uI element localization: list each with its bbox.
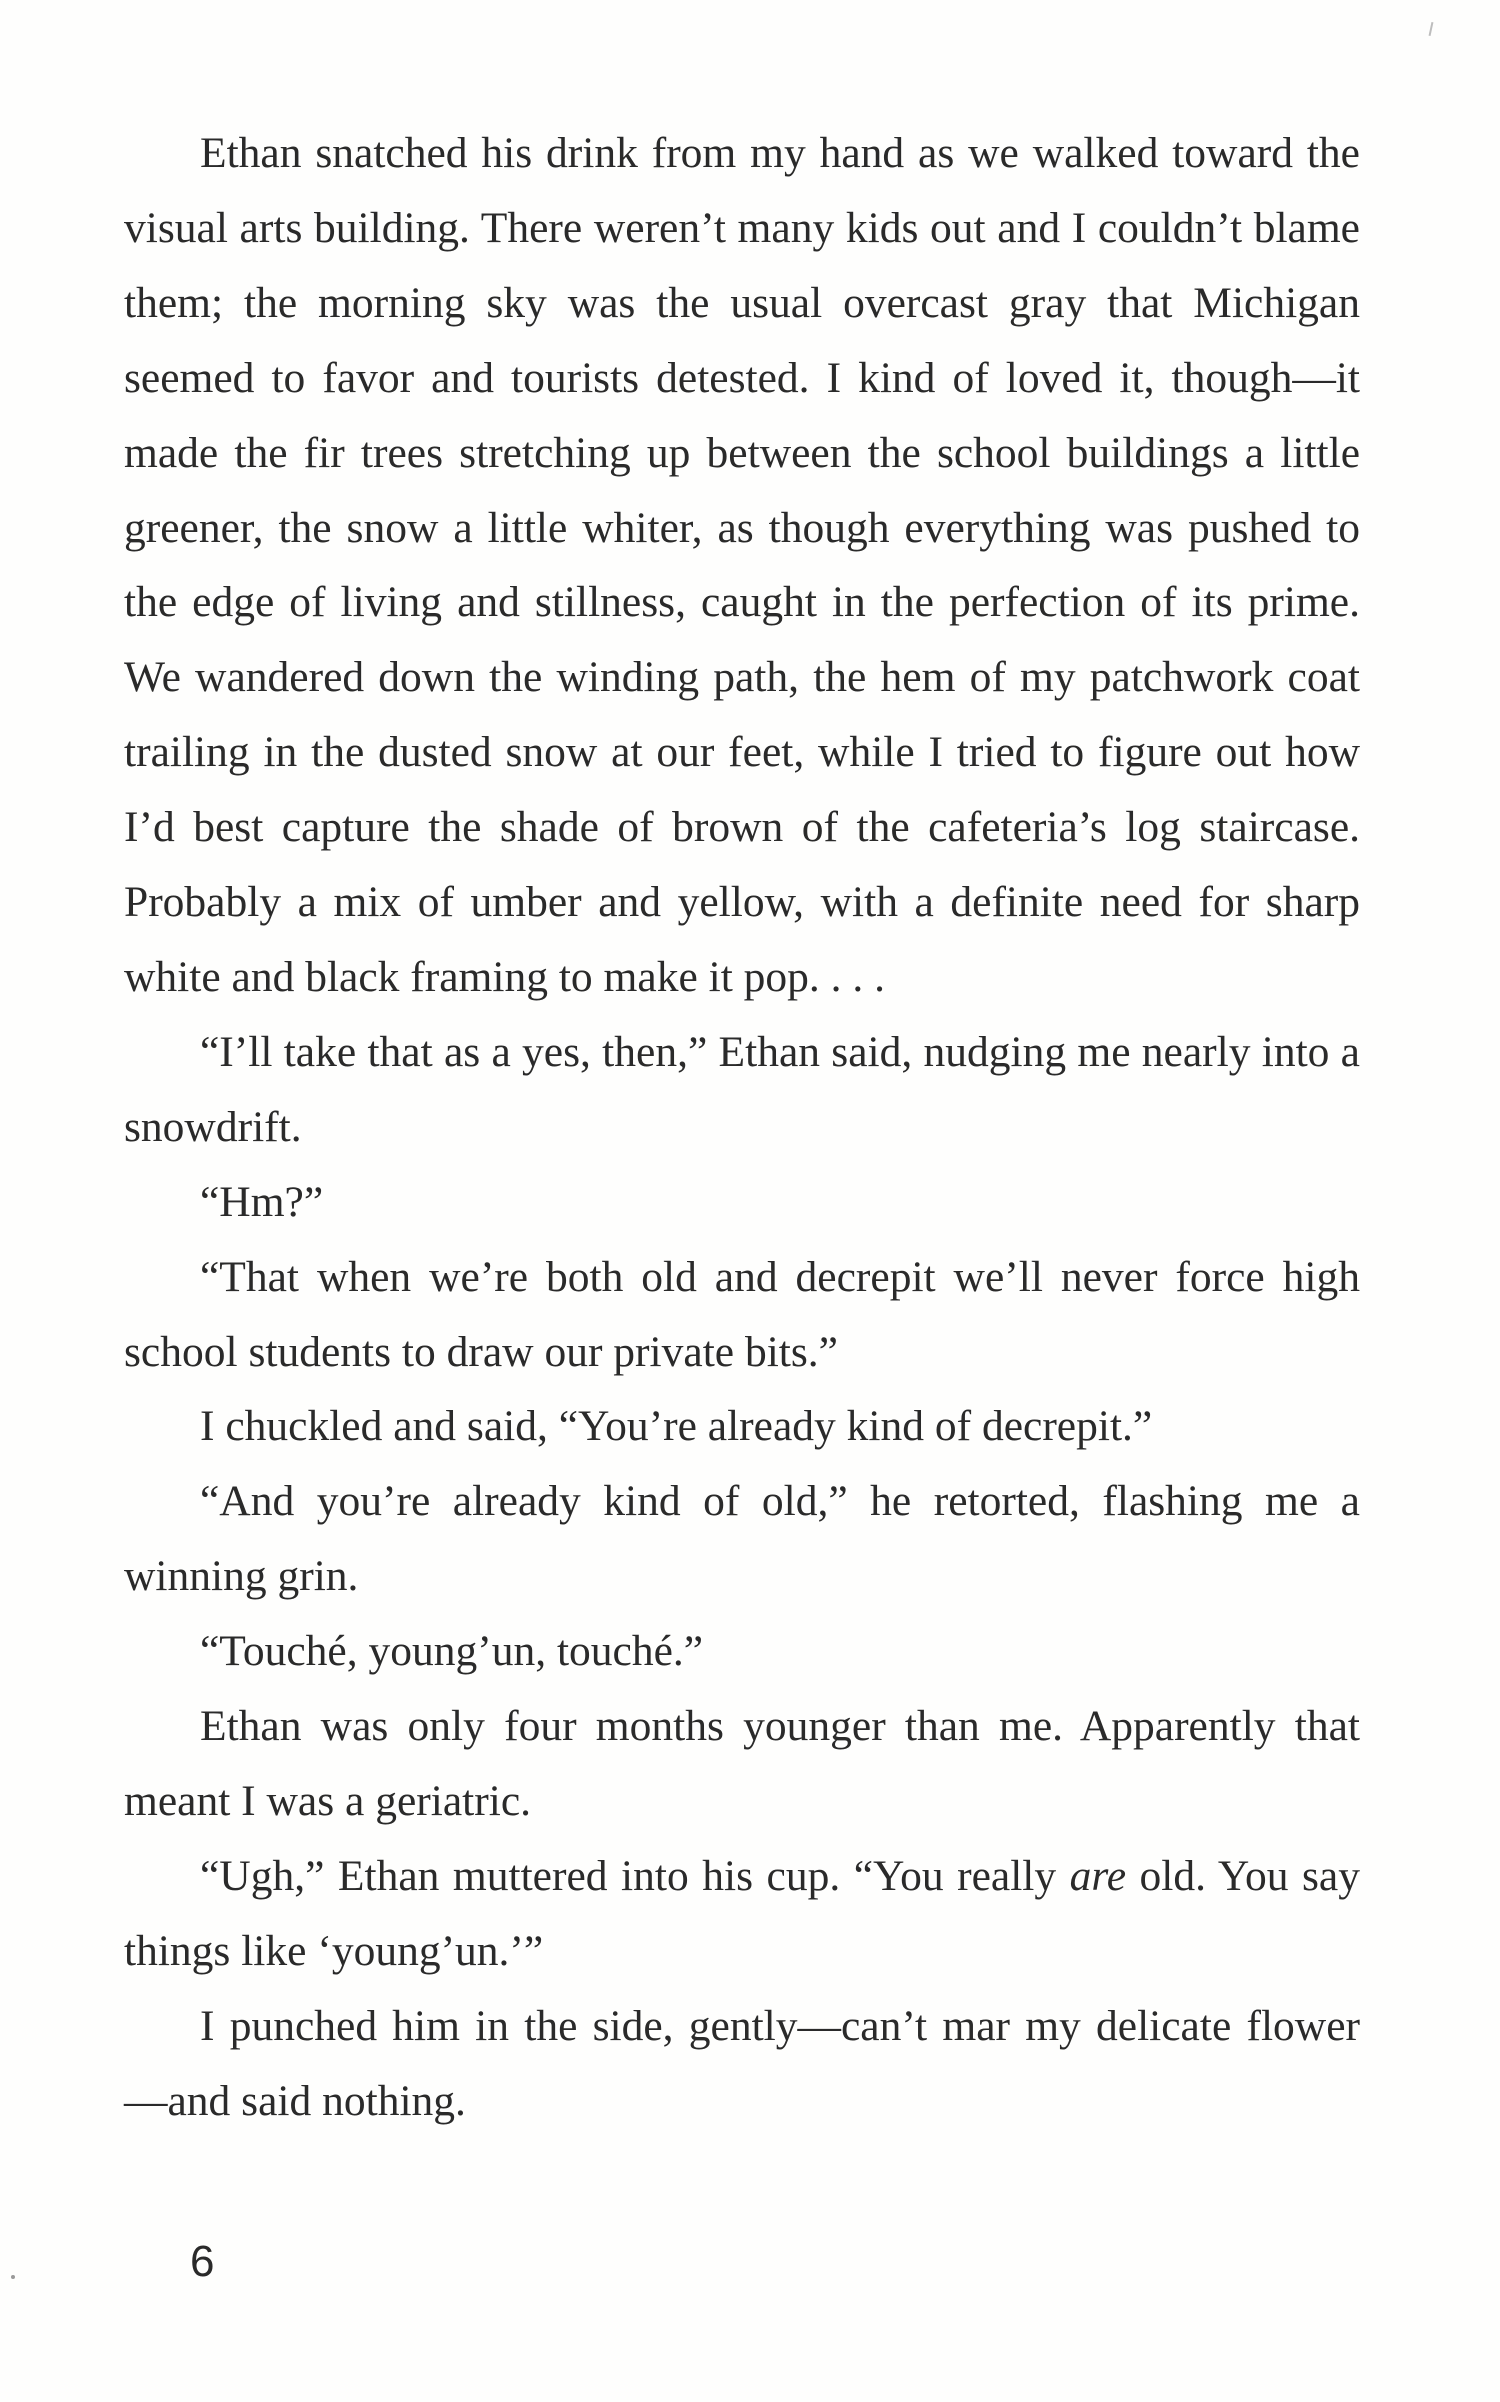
paragraph: “Touché, young’un, touché.”: [200, 1627, 704, 1676]
body-text: [124, 116, 1360, 2138]
paragraph: “I’ll take that as a yes, then,” Ethan said, nudging me nearly into a snowdrift.: [124, 1027, 1360, 1151]
scan-mark: [1429, 22, 1434, 36]
paragraph: “Hm?”: [200, 1177, 324, 1226]
paragraph-with-emphasis: [124, 1839, 1360, 1989]
paragraph: Ethan was only four months younger than me. Apparently that meant I was a geriatric.: [124, 1702, 1360, 1825]
paragraph: I chuckled and said, “You’re already kind of decrepit.”: [200, 1402, 1153, 1451]
paragraph: I punched him in the side, gently—can’t mar my delicate flower—and said nothing.: [124, 2001, 1360, 2125]
paragraph: Ethan snatched his drink from my hand as we walked toward the visual arts building. There weren’t many kids out and I couldn’t blame them; the morning sky was the usual overcast gray that Michigan seemed to favor and tourists detested. I kind of loved it, though—it made the fir trees stretching up between the school buildings a little greener, the snow a little whiter, as though everything was pushed to the edge of living and stillness, caught in the perfection of its prime. We wandered down the winding path, the hem of my patchwork coat trailing in the dusted snow at our feet, while I tried to figure out how I’d best capture the shade of brown of the cafeteria’s log staircase. Probably a mix of umber and yellow, with a definite need for sharp white and black framing to make it pop. . . .: [124, 129, 1360, 1001]
paragraph-text: old. You say things like ‘young’un.’”: [124, 1851, 1360, 1975]
paragraph: “And you’re already kind of old,” he retorted, flashing me a winning grin.: [124, 1477, 1360, 1601]
scan-speck: [11, 2275, 15, 2279]
emphasized-word: are: [1069, 1851, 1127, 1900]
paragraph: “That when we’re both old and decrepit we’ll never force high school students to draw our private bits.”: [124, 1252, 1360, 1376]
page-number: 6: [190, 2237, 215, 2286]
paragraph-text: “Ugh,” Ethan muttered into his cup. “You really: [200, 1851, 1070, 1900]
